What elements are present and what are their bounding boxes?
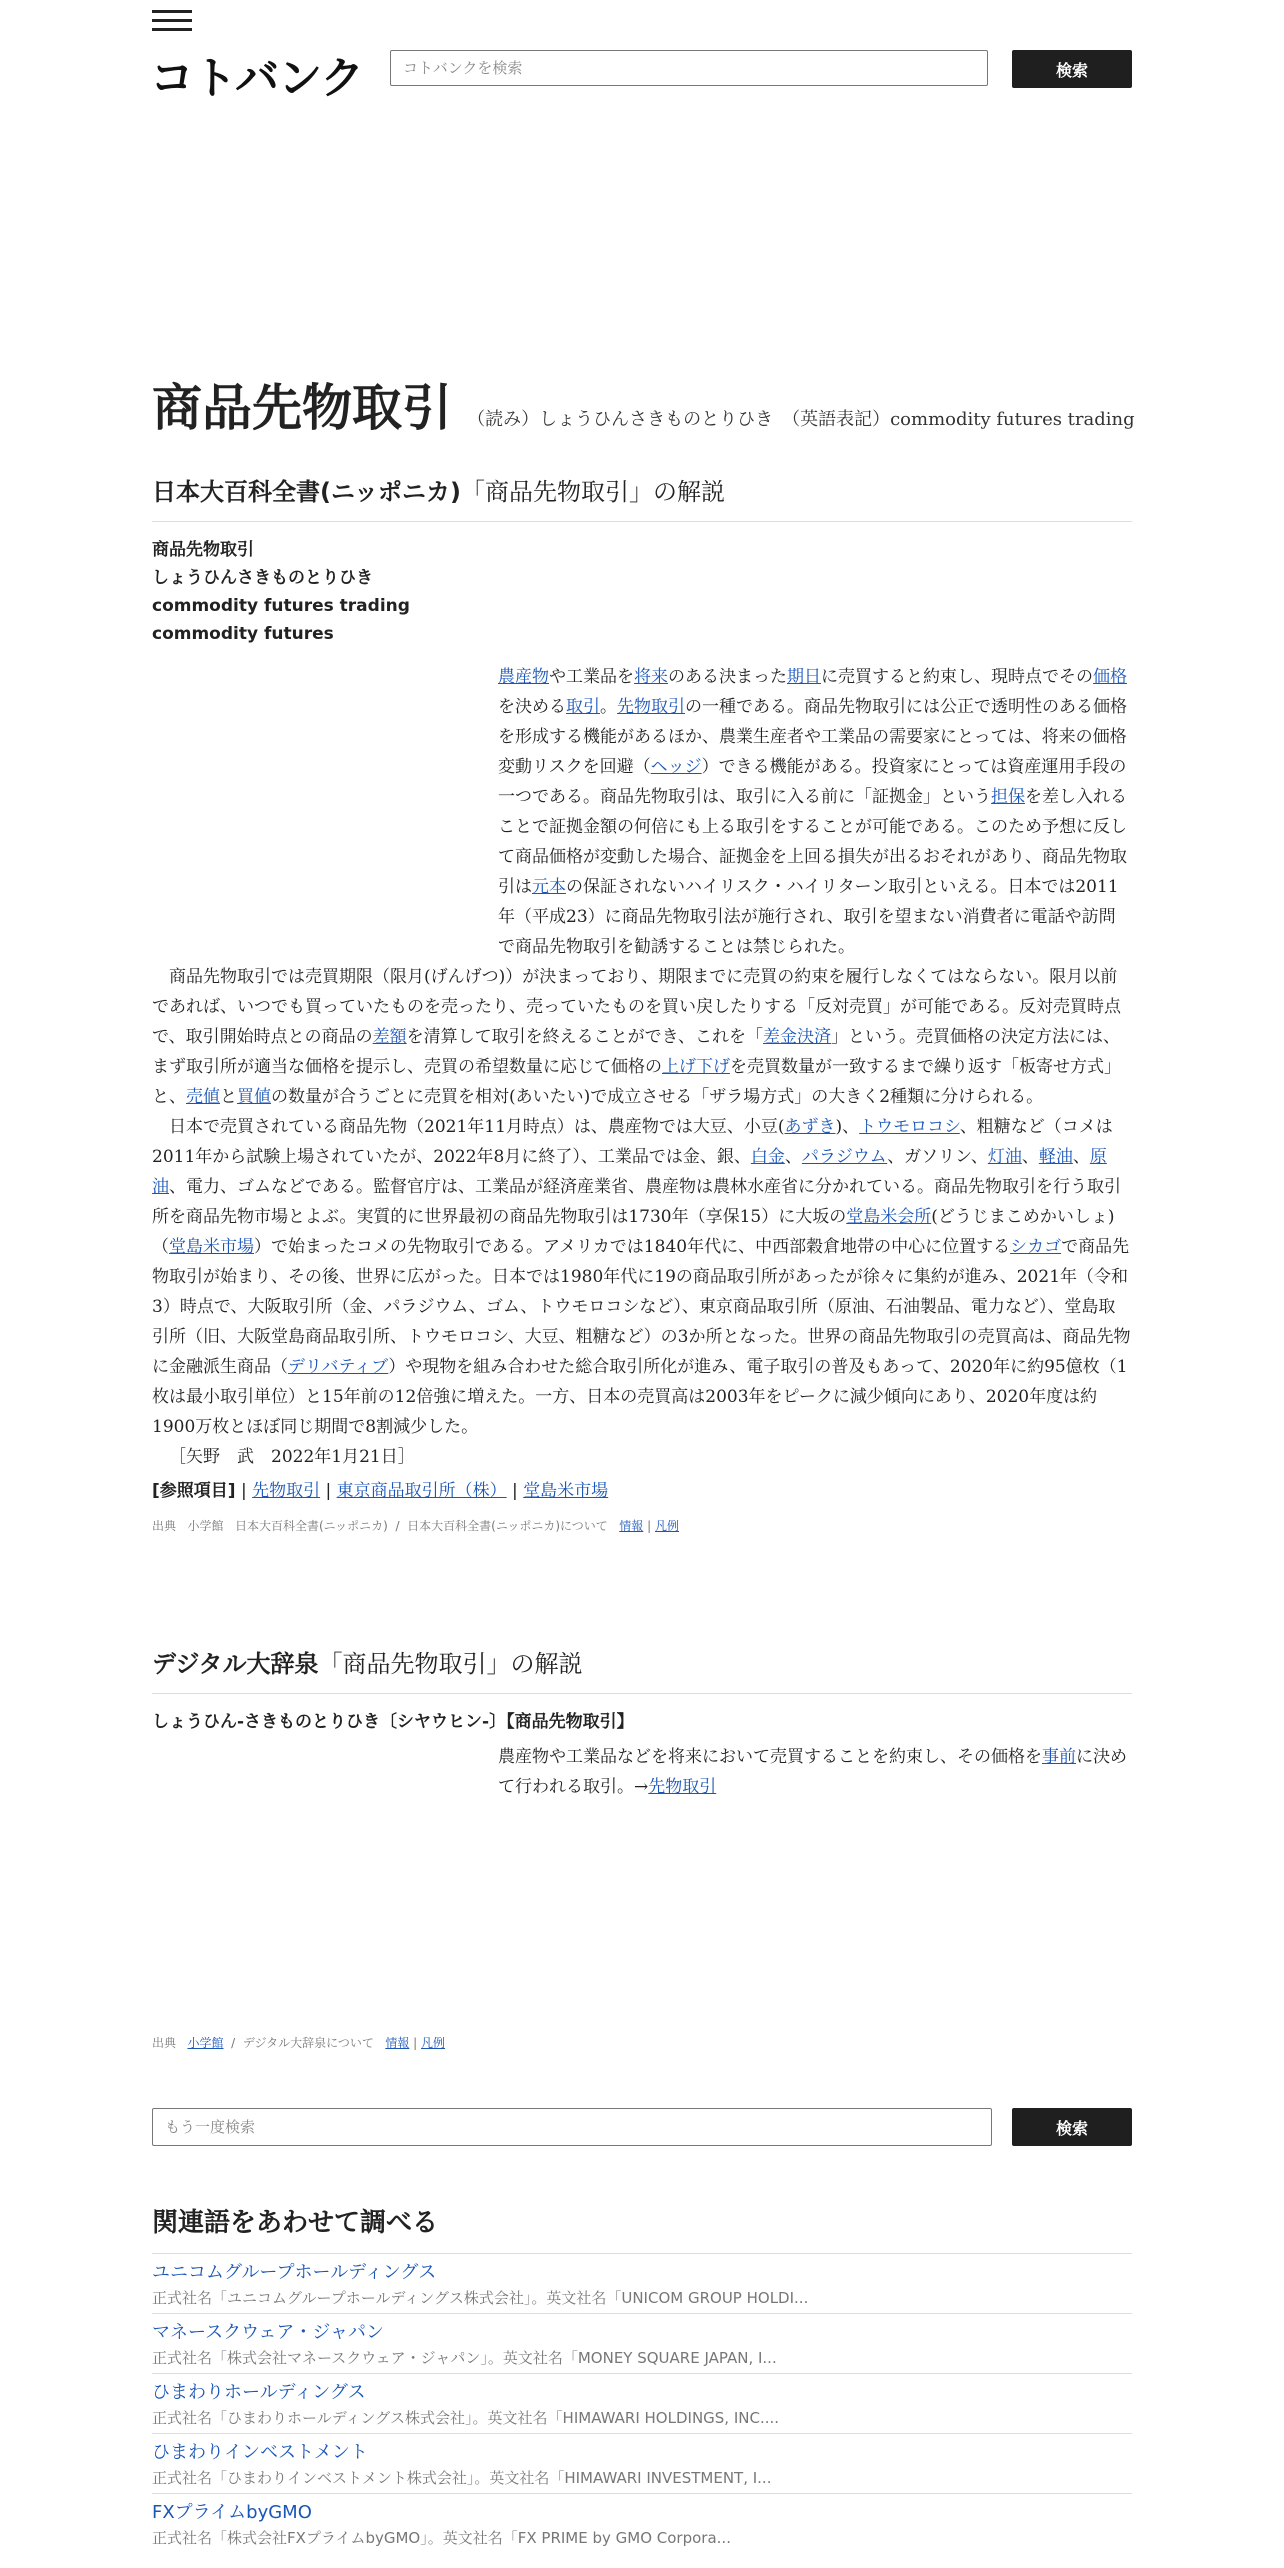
source-line: 出典 小学館 日本大百科全書(ニッポニカ) / 日本大百科全書(ニッポニカ)について 情報 | 凡例 [152, 1519, 679, 1533]
paragraph-1: 農産物や工業品を将来のある決まった期日に売買すると約束し、現時点でその価格を決める取引。先物取引の一種である。商品先物取引には公正で透明性のある価格を形成する機能があるほか、農業生産者や工業品の需要家にとっては、将来の価格変動リスクを回避（ヘッジ）できる機能がある。投資家にとっては資産運用手段の一つである。商品先物取引は、取引に入る前に「証拠金」という担保を差し入れることで証拠金額の何倍にも上る取引をすることが可能である。このため予想に反して商品価格が変動した場合、証拠金を上回る損失が出るおそれがあり、商品先物取引は元本の保証されないハイリスク・ハイリターン取引といえる。日本では2011年（平成23）に商品先物取引法が施行され、取引を望まない消費者に電話や訪問で商品先物取引を勧誘することは禁じられた。 [498, 667, 1127, 957]
link-shourai[interactable]: 将来 [634, 667, 668, 687]
info-link[interactable]: 情報 [619, 1519, 644, 1533]
reference-links: [参照項目] | 先物取引 | 東京商品取引所（株） | 堂島米市場 [152, 1481, 609, 1501]
publisher-link[interactable]: 小学館 [187, 2036, 224, 2050]
link-azuki[interactable]: あずき [784, 1117, 836, 1137]
link-genyu[interactable]: 原油 [152, 1147, 1107, 1197]
link-kaine[interactable]: 買値 [237, 1087, 271, 1107]
menu-icon[interactable] [152, 10, 192, 34]
title-reading: （読み）しょうひんさきものとりひき （英語表記）commodity futures trading [467, 409, 1135, 430]
divider [152, 521, 1132, 522]
search-input[interactable] [390, 50, 988, 86]
link-sakimono[interactable]: 先物取引 [617, 697, 685, 717]
section-nipponica [152, 472, 1132, 1534]
related-item-link[interactable]: ユニコムグループホールディングス [152, 2262, 437, 2283]
source-line: 出典 小学館 / デジタル大辞泉について 情報 | 凡例 [152, 2036, 446, 2050]
link-palladium[interactable]: パラジウム [801, 1147, 888, 1167]
related-item-desc: 正式社名「株式会社FXプライムbyGMO」。英文社名「FX PRIME by GMO Corpora... [152, 2529, 731, 2547]
section-heading-nipponica: 日本大百科全書(ニッポニカ)「商品先物取引」の解説 [152, 478, 725, 506]
ref-link-dojima[interactable]: 堂島米市場 [523, 1481, 609, 1501]
section-heading-daijisen: デジタル大辞泉「商品先物取引」の解説 [152, 1650, 583, 1678]
related-title: 関連語をあわせて調べる [152, 2208, 439, 2238]
link-kakaku[interactable]: 価格 [1093, 667, 1127, 687]
ref-link-tocom[interactable]: 東京商品取引所（株） [336, 1481, 507, 1501]
link-urine[interactable]: 売値 [186, 1087, 220, 1107]
page-title: 商品先物取引 [152, 379, 452, 437]
related-item [152, 2493, 1132, 2553]
link-nousanbutsu[interactable]: 農産物 [498, 667, 549, 687]
legend-link[interactable]: 凡例 [654, 1519, 679, 1533]
section-daijisen [152, 1644, 1132, 2050]
author-credit: ［矢野 武 2022年1月21日］ [169, 1447, 415, 1467]
entry-body [152, 662, 1132, 1472]
related-item-desc: 正式社名「ひまわりインベストメント株式会社」。英文社名「HIMAWARI INVESTMENT, I... [152, 2469, 772, 2487]
refs-label: [参照項目] [152, 1481, 236, 1501]
daijisen-headword: しょうひん‐さきものとりひき〔シヤウヒン‐〕【商品先物取引】 [152, 1712, 634, 1732]
link-hedge[interactable]: ヘッジ [650, 757, 702, 777]
related-item [152, 2433, 1132, 2493]
search-again-input[interactable] [152, 2108, 992, 2146]
link-sakin-kessai[interactable]: 差金決済 [763, 1027, 831, 1047]
link-dojima-komekaisho[interactable]: 堂島米会所 [846, 1207, 932, 1227]
daijisen-body: 農産物や工業品などを将来において売買することを約束し、その価格を事前に決めて行われる取引。→先物取引 [498, 1747, 1127, 1797]
link-derivative[interactable]: デリバティブ [288, 1357, 389, 1377]
divider [152, 1693, 1132, 1694]
ad-space [152, 662, 498, 958]
related-section [152, 2202, 1132, 2553]
related-list [152, 2253, 1132, 2553]
related-item-link[interactable]: ひまわりホールディングス [152, 2382, 366, 2403]
related-item [152, 2253, 1132, 2313]
link-torihiki[interactable]: 取引 [566, 697, 600, 717]
paragraph-2: 商品先物取引では売買期限（限月(げんげつ)）が決まっており、期限までに売買の約束を履行しなくてはならない。限月以前であれば、いつでも買っていたものを売ったり、売っていたものを買い戻したりする「反対売買」が可能である。反対売買時点で、取引開始時点との商品の差額を清算して取引を終えることができ、これを「差金決済」という。売買価格の決定方法には、まず取引所が適当な価格を提示し、売買の希望数量に応じて価格の上げ下げを売買数量が一致するまで繰り返す「板寄せ方式」と、売値と買値の数量が合うごとに売買を相対(あいたい)で成立させる「ザラ場方式」の大きく2種類に分けられる。 [152, 967, 1121, 1107]
link-agesage[interactable]: 上げ下げ [662, 1057, 730, 1077]
link-dojima-komeichiba[interactable]: 堂島米市場 [169, 1237, 254, 1257]
link-touyu[interactable]: 灯油 [987, 1147, 1022, 1167]
related-item [152, 2373, 1132, 2433]
related-item [152, 2313, 1132, 2373]
ref-link-sakimono[interactable]: 先物取引 [252, 1481, 321, 1501]
entry-headwords: 商品先物取引 しょうひんさきものとりひき commodity futures trading commodity futures [152, 540, 410, 644]
link-toumorokoshi[interactable]: トウモロコシ [859, 1117, 960, 1137]
related-item-desc: 正式社名「株式会社マネースクウェア・ジャパン」。英文社名「MONEY SQUARE JAPAN, I... [152, 2349, 777, 2367]
link-tanpo[interactable]: 担保 [991, 787, 1025, 807]
page-title-row [152, 368, 1152, 440]
related-item-link[interactable]: FXプライムbyGMO [152, 2502, 312, 2523]
link-sagaku[interactable]: 差額 [372, 1027, 407, 1047]
related-item-link[interactable]: ひまわりインベストメント [152, 2442, 368, 2463]
link-hakkin[interactable]: 白金 [750, 1147, 785, 1167]
site-logo[interactable]: コトバンク [150, 53, 364, 104]
info-link[interactable]: 情報 [385, 2036, 410, 2050]
legend-link[interactable]: 凡例 [421, 2036, 446, 2050]
paragraph-3: 日本で売買されている商品先物（2021年11月時点）は、農産物では大豆、小豆(あずき)、トウモロコシ、粗糖など（コメは2011年から試験上場されていたが、2022年8月に終了）、工業品では金、銀、白金、パラジウム、ガソリン、灯油、軽油、原油、電力、ゴムなどである。監督官庁は、工業品が経済産業省、農産物は農林水産省に分かれている。商品先物取引を行う取引所を商品先物市場とよぶ。実質的に世界最初の商品先物取引は1730年（享保15）に大坂の堂島米会所(どうじまこめかいしょ)（堂島米市場）で始まったコメの先物取引である。アメリカでは1840年代に、中西部穀倉地帯の中心に位置するシカゴで商品先物取引が始まり、その後、世界に広がった。日本では1980年代に19の商品取引所があったが徐々に集約が進み、2021年（令和3）時点で、大阪取引所（金、パラジウム、ゴム、トウモロコシなど）、東京商品取引所（原油、石油製品、電力など）、堂島取引所（旧、大阪堂島商品取引所、トウモロコシ、大豆、粗糖など）の3か所となった。世界の商品先物取引の売買高は、商品先物に金融派生商品（デリバティブ）や現物を組み合わせた総合取引所化が進み、電子取引の普及もあって、2020年に約95億枚（1枚は最小取引単位）と15年前の12倍強に増えた。一方、日本の売買高は2003年をピークに減少傾向にあり、2020年度は約1900万枚とほぼ同じ期間で8割減少した。 [152, 1117, 1131, 1437]
link-keiyu[interactable]: 軽油 [1038, 1147, 1073, 1167]
search-again-button[interactable]: 検索 [1012, 2108, 1132, 2146]
related-item-desc: 正式社名「ユニコムグループホールディングス株式会社」。英文社名「UNICOM GROUP HOLDI... [152, 2289, 809, 2307]
related-item-link[interactable]: マネースクウェア・ジャパン [152, 2322, 385, 2343]
search-button[interactable]: 検索 [1012, 50, 1132, 88]
link-ganpon[interactable]: 元本 [532, 877, 566, 897]
link-jizen[interactable]: 事前 [1042, 1747, 1076, 1767]
link-sakimono-torihiki[interactable]: 先物取引 [648, 1777, 717, 1797]
related-item-desc: 正式社名「ひまわりホールディングス株式会社」。英文社名「HIMAWARI HOLDINGS, INC.... [152, 2409, 780, 2427]
link-chicago[interactable]: シカゴ [1010, 1237, 1062, 1257]
link-kijitsu[interactable]: 期日 [787, 667, 821, 687]
